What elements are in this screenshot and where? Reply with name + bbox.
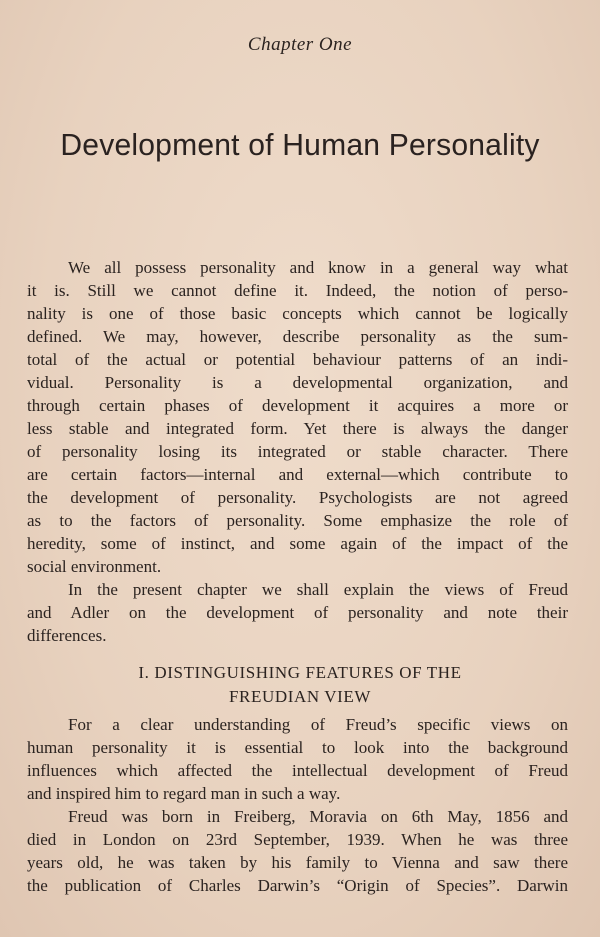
text-line: differences. <box>27 626 107 645</box>
text-line: vidual. Personality is a developmental organization, and <box>27 373 568 392</box>
text-line: In the present chapter we shall explain the views of Freud <box>68 580 568 599</box>
section-paragraph-1 <box>27 713 568 897</box>
text-line: heredity, some of instinct, and some again of the impact of the <box>27 534 568 553</box>
text-line: nality is one of those basic concepts which cannot be logically <box>27 304 568 323</box>
text-line: total of the actual or potential behaviour patterns of an indi- <box>27 350 568 369</box>
text-line: the publication of Charles Darwin’s “Origin of Species”. Darwin <box>27 876 568 895</box>
text-line: For a clear understanding of Freud’s specific views on <box>68 715 568 734</box>
text-line: it is. Still we cannot define it. Indeed, the notion of perso- <box>27 281 568 300</box>
text-line: social environment. <box>27 557 162 576</box>
text-line: of personality losing its integrated or stable character. There <box>27 442 568 461</box>
text-line: less stable and integrated form. Yet there is always the danger <box>27 419 568 438</box>
text-line: influences which affected the intellectual development of Freud <box>27 761 568 780</box>
text-line: human personality it is essential to look into the background <box>27 738 568 757</box>
text-line: We all possess personality and know in a general way what <box>68 258 568 277</box>
intro-paragraph-2 <box>27 578 568 647</box>
intro-paragraph-1 <box>27 256 568 578</box>
text-line: and inspired him to regard man in such a way. <box>27 784 341 803</box>
text-line: through certain phases of development it acquires a more or <box>27 396 568 415</box>
chapter-label: Chapter One <box>247 34 353 55</box>
text-line: and Adler on the development of personality and note their <box>27 603 568 622</box>
text-line: as to the factors of personality. Some emphasize the role of <box>27 511 568 530</box>
section-heading-line-1: I. DISTINGUISHING FEATURES OF THE <box>138 663 462 682</box>
text-line: years old, he was taken by his family to Vienna and saw there <box>27 853 568 872</box>
text-line: Freud was born in Freiberg, Moravia on 6th May, 1856 and <box>68 807 568 826</box>
section-heading-line-2: FREUDIAN VIEW <box>228 687 372 706</box>
chapter-title: Development of Human Personality <box>60 127 540 162</box>
text-line: died in London on 23rd September, 1939. When he was three <box>27 830 568 849</box>
text-line: are certain factors—internal and external—which contribute to <box>27 465 568 484</box>
text-line: the development of personality. Psychologists are not agreed <box>27 488 568 507</box>
text-line: defined. We may, however, describe personality as the sum- <box>27 327 568 346</box>
